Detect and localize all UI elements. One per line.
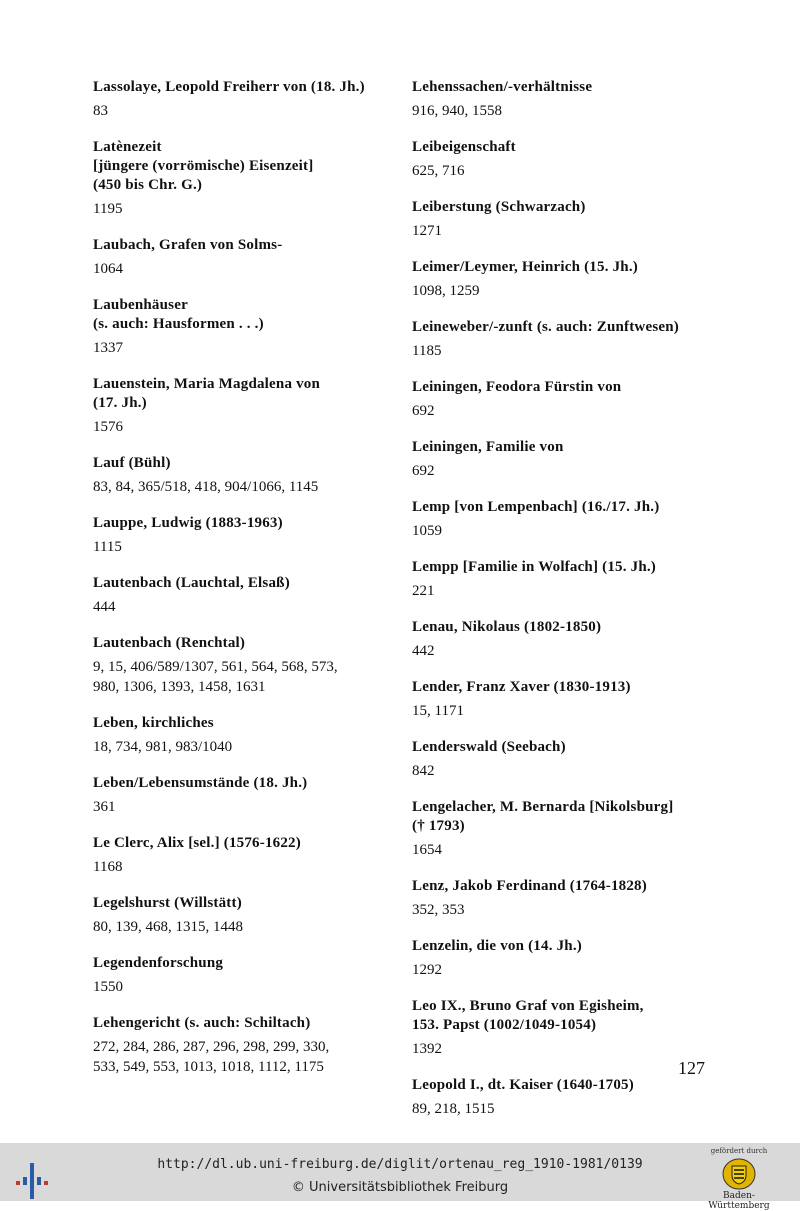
entry-heading: Lenderswald (Seebach) [412, 739, 566, 755]
entry-heading: Lauf (Bühl) [93, 455, 171, 471]
entry-heading: Lauppe, Ludwig (1883-1963) [93, 515, 283, 531]
index-entry [93, 634, 393, 697]
sponsor-badge [694, 1147, 784, 1211]
footer-copyright: © Universitätsbibliothek Freiburg [291, 1180, 509, 1195]
entry-heading: Latènezeit [jüngere (vorrömische) Eisenzeit] (450 bis Chr. G.) [93, 139, 314, 193]
entry-heading: Legendenforschung [93, 955, 224, 971]
entry-references: 83 [93, 103, 108, 119]
index-entry [412, 78, 722, 121]
entry-heading: Leopold I., dt. Kaiser (1640-1705) [412, 1077, 634, 1093]
index-entry [412, 258, 722, 301]
index-entry [412, 678, 722, 721]
entry-heading: Lenz, Jakob Ferdinand (1764-1828) [412, 878, 647, 894]
entry-heading: Lassolaye, Leopold Freiherr von (18. Jh.) [93, 79, 365, 95]
entry-heading: Lenau, Nikolaus (1802-1850) [412, 619, 602, 635]
index-entry [412, 798, 722, 860]
entry-references: 361 [93, 799, 116, 815]
entry-references: 83, 84, 365/518, 418, 904/1066, 1145 [93, 479, 319, 495]
entry-references: 1392 [412, 1041, 442, 1057]
entry-heading: Laubach, Grafen von Solms- [93, 237, 283, 253]
index-entry [93, 894, 393, 937]
index-entry [93, 296, 393, 358]
entry-heading: Lenzelin, die von (14. Jh.) [412, 938, 582, 954]
index-entry [412, 1076, 722, 1119]
entry-references: 692 [412, 403, 435, 419]
entry-references: 1168 [93, 859, 123, 875]
entry-references: 89, 218, 1515 [412, 1101, 495, 1117]
index-entry [412, 438, 722, 481]
entry-heading: Lautenbach (Lauchtal, Elsaß) [93, 575, 290, 591]
entry-references: 272, 284, 286, 287, 296, 298, 299, 330, 533, 549, 553, 1013, 1018, 1112, 1175 [93, 1039, 330, 1075]
entry-heading: Leiningen, Familie von [412, 439, 564, 455]
entry-references: 1059 [412, 523, 442, 539]
index-entry [412, 738, 722, 781]
entry-references: 1337 [93, 340, 123, 356]
index-entry [93, 714, 393, 757]
entry-heading: Lautenbach (Renchtal) [93, 635, 246, 651]
state-coat-of-arms-icon [722, 1158, 756, 1190]
index-entry [93, 954, 393, 997]
entry-heading: Leo IX., Bruno Graf von Egisheim, 153. Papst (1002/1049-1054) [412, 998, 644, 1033]
entry-references: 1654 [412, 842, 442, 858]
index-entry [412, 498, 722, 541]
index-entry [412, 558, 722, 601]
entry-references: 1195 [93, 201, 123, 217]
index-entry [412, 138, 722, 181]
entry-heading: Leibeigenschaft [412, 139, 516, 155]
footer-url[interactable]: http://dl.ub.uni-freiburg.de/diglit/ortenau_reg_1910-1981/0139 [157, 1157, 643, 1172]
index-entry [412, 198, 722, 241]
index-entry [93, 1014, 393, 1077]
index-entry [93, 574, 393, 617]
entry-references: 1271 [412, 223, 442, 239]
sponsor-label: gefördert durch [710, 1147, 768, 1155]
entry-references: 1064 [93, 261, 123, 277]
entry-heading: Lengelacher, M. Bernarda [Nikolsburg] († 1793) [412, 799, 674, 834]
index-entry [93, 774, 393, 817]
entry-heading: Le Clerc, Alix [sel.] (1576-1622) [93, 835, 301, 851]
index-entry [412, 618, 722, 661]
index-entry [412, 877, 722, 920]
index-entry [93, 78, 393, 121]
entry-references: 18, 734, 981, 983/1040 [93, 739, 233, 755]
entry-references: 916, 940, 1558 [412, 103, 502, 119]
entry-heading: Laubenhäuser (s. auch: Hausformen . . .) [93, 297, 264, 332]
entry-heading: Leben/Lebensumstände (18. Jh.) [93, 775, 308, 791]
entry-references: 221 [412, 583, 435, 599]
index-entry [93, 236, 393, 279]
entry-references: 1115 [93, 539, 122, 555]
page-number: 127 [678, 1058, 705, 1078]
entry-references: 1576 [93, 419, 123, 435]
entry-references: 444 [93, 599, 116, 615]
entry-references: 9, 15, 406/589/1307, 561, 564, 568, 573, 980, 1306, 1393, 1458, 1631 [93, 659, 338, 695]
entry-heading: Leimer/Leymer, Heinrich (15. Jh.) [412, 259, 638, 275]
entry-references: 1292 [412, 962, 442, 978]
entry-heading: Lauenstein, Maria Magdalena von (17. Jh.) [93, 376, 321, 411]
entry-heading: Lehenssachen/-verhältnisse [412, 79, 593, 95]
entry-heading: Leineweber/-zunft (s. auch: Zunftwesen) [412, 319, 679, 335]
index-entry [93, 454, 393, 497]
entry-references: 692 [412, 463, 435, 479]
entry-heading: Lehengericht (s. auch: Schiltach) [93, 1015, 311, 1031]
entry-heading: Legelshurst (Willstätt) [93, 895, 242, 911]
entry-references: 352, 353 [412, 902, 465, 918]
sponsor-state: Baden-Württemberg [708, 1191, 770, 1211]
index-entry [93, 834, 393, 877]
entry-references: 15, 1171 [412, 703, 464, 719]
entry-references: 80, 139, 468, 1315, 1448 [93, 919, 243, 935]
entry-heading: Leiningen, Feodora Fürstin von [412, 379, 622, 395]
entry-heading: Lender, Franz Xaver (1830-1913) [412, 679, 631, 695]
entry-references: 442 [412, 643, 435, 659]
index-entry [93, 375, 393, 437]
index-entry [412, 378, 722, 421]
entry-heading: Leben, kirchliches [93, 715, 214, 731]
entry-heading: Lempp [Familie in Wolfach] (15. Jh.) [412, 559, 657, 575]
footer-bar [0, 1143, 800, 1211]
index-entry [412, 318, 722, 361]
index-entry [93, 514, 393, 557]
index-entry [93, 138, 393, 219]
entry-heading: Leiberstung (Schwarzach) [412, 199, 586, 215]
entry-references: 1098, 1259 [412, 283, 480, 299]
entry-references: 1550 [93, 979, 123, 995]
entry-heading: Lemp [von Lempenbach] (16./17. Jh.) [412, 499, 660, 515]
entry-references: 625, 716 [412, 163, 465, 179]
entry-references: 842 [412, 763, 435, 779]
index-column-right [412, 78, 722, 1136]
entry-references: 1185 [412, 343, 442, 359]
index-entry [412, 937, 722, 980]
index-column-left [93, 78, 393, 1094]
index-entry [412, 997, 722, 1059]
